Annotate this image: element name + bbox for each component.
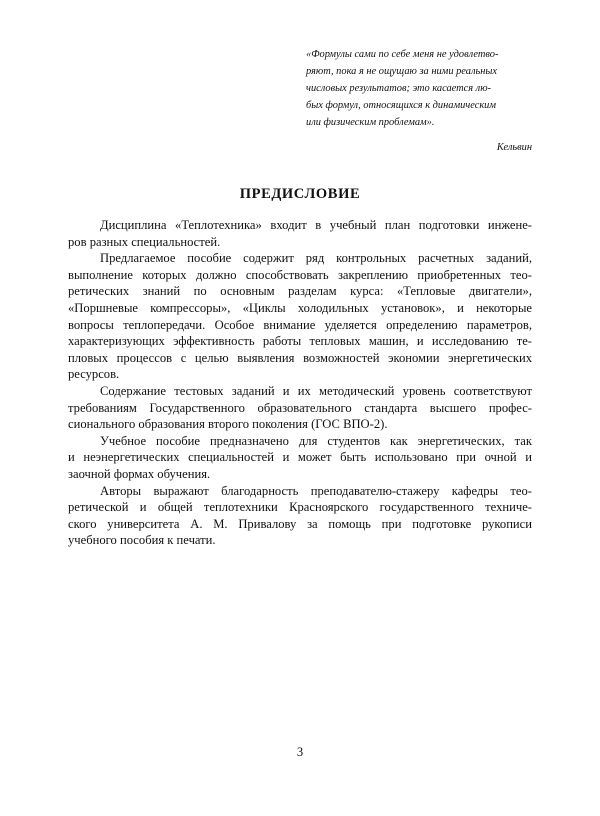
text-line: Учебное пособие предназначено для студентов как энергетических, так (100, 433, 532, 448)
text-line: вопросы теплопередачи. Особое внимание уделяется определению параметров, (68, 317, 532, 332)
text-line: учебного пособия к печати. (68, 533, 216, 548)
text-line: и неэнергетических специальностей и может быть использовано при очной и (68, 450, 532, 465)
epigraph-line: числовых результатов; это касается лю- (306, 83, 491, 94)
text-line: ров разных специальностей. (68, 234, 221, 249)
epigraph-quote (306, 46, 532, 131)
text-line: ресурсов. (68, 367, 120, 382)
page-title: ПРЕДИСЛОВИЕ (239, 186, 361, 202)
text-line: ретических знаний по основным разделам курса: «Тепловые двигатели», (68, 284, 532, 299)
text-line: характеризующих эффективность работы тепловых машин, и исследованию те- (68, 334, 532, 349)
text-line: сионального образования второго поколения (ГОС ВПО-2). (68, 417, 388, 432)
text-line: Предлагаемое пособие содержит ряд контрольных расчетных заданий, (100, 251, 532, 266)
preface-body (68, 217, 532, 549)
text-line: заочной формах обучения. (68, 466, 211, 481)
epigraph-line: «Формулы сами по себе меня не удовлетво- (306, 49, 499, 60)
text-line: выполнение которых должно способствовать закреплению приобретенных тео- (68, 267, 532, 282)
epigraph-line: ряют, пока я не ощущаю за ними реальных (306, 66, 498, 77)
text-line: ского университета А. М. Привалову за помощь при подготовке рукописи (68, 516, 532, 531)
text-line: ретической и общей теплотехники Красноярского государственного техниче- (68, 500, 532, 515)
text-line: Содержание тестовых заданий и их методический уровень соответствуют (100, 383, 532, 398)
paragraph (68, 433, 532, 483)
text-line: Авторы выражают благодарность преподавателю-стажеру кафедры тео- (100, 483, 532, 498)
page-number: 3 (296, 745, 304, 759)
paragraph (68, 483, 532, 549)
epigraph-line: бых формул, относящихся к динамическим (306, 100, 497, 111)
epigraph-author: Кельвин (496, 142, 532, 153)
paragraph (68, 217, 532, 250)
text-line: требованиям Государственного образовательного стандарта высшего профес- (68, 400, 532, 415)
text-line: Дисциплина «Теплотехника» входит в учебный план подготовки инжене- (100, 218, 532, 232)
epigraph-line: или физическим проблемам». (306, 117, 435, 128)
paragraph (68, 383, 532, 433)
text-line: «Поршневые компрессоры», «Циклы холодильных установок», и некоторые (68, 300, 532, 315)
text-line: пловых процессов с целью выявления возможностей экономии энергетических (68, 350, 532, 365)
paragraph (68, 250, 532, 383)
